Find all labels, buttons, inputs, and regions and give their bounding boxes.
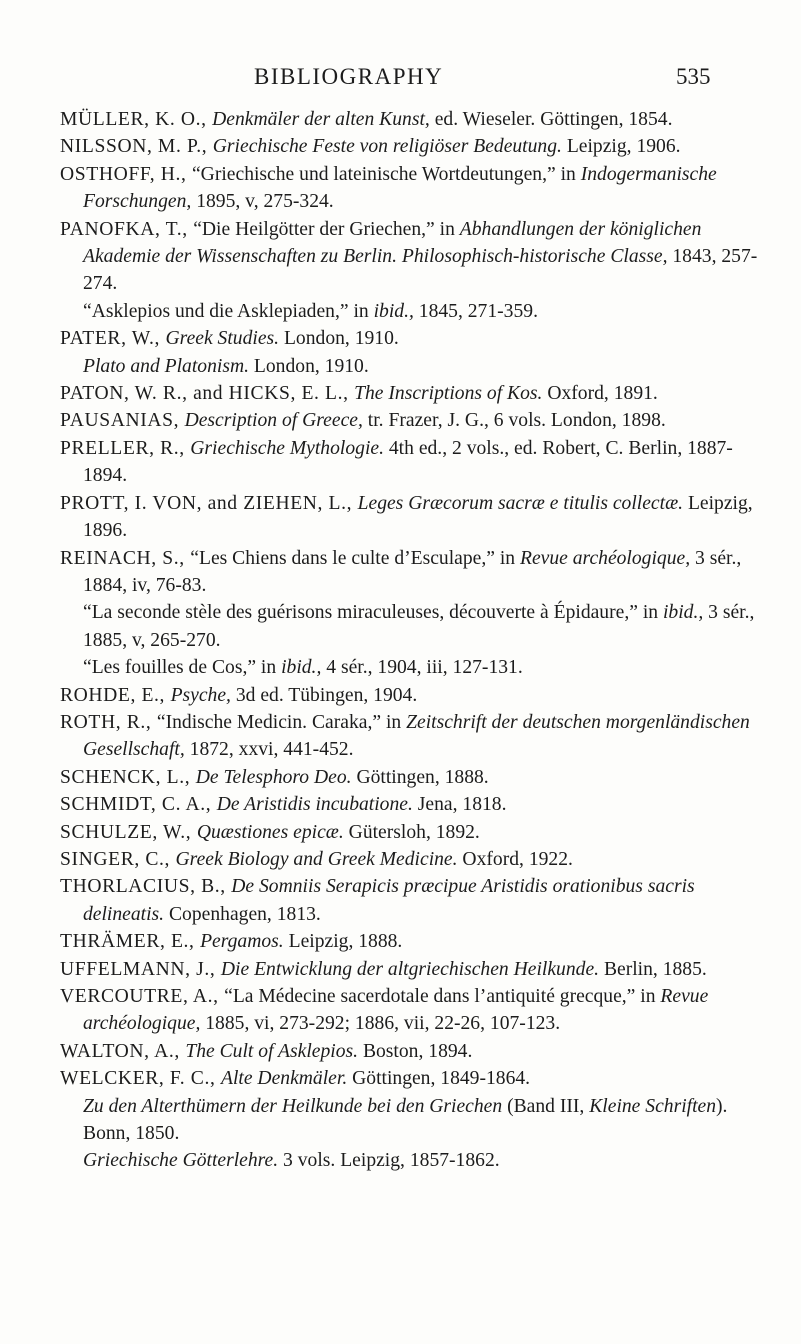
entry-title: Greek Biology and Greek Medicine. (175, 848, 458, 870)
bibliography-entry (60, 599, 776, 654)
entry-title: Revue archéologique, (83, 986, 709, 1035)
entry-title: Zu den Alterthümern der Heilkunde bei den Griechen (83, 1095, 503, 1117)
entry-author: SCHULZE, W., (60, 821, 197, 843)
running-title: BIBLIOGRAPHY (254, 64, 444, 89)
bibliography-entry (60, 654, 776, 681)
bibliography-entry (60, 873, 776, 928)
entry-author: OSTHOFF, H., (60, 163, 192, 185)
entry-text: London, 1910. (249, 355, 369, 377)
entry-title: Alte Denkmäler. (220, 1068, 348, 1090)
entry-text: Göttingen, 1888. (351, 766, 489, 788)
entry-title: De Somniis Serapicis præcipue Aristidis orationibus sacris delineatis. (83, 876, 695, 925)
entry-author: THRÄMER, E., (60, 931, 201, 953)
entry-text: 1895, v, 275-324. (191, 191, 334, 213)
entry-text: 3 sér., 1884, iv, 76-83. (83, 547, 742, 596)
entry-title: Psyche, (170, 684, 231, 706)
entry-author: WELCKER, F. C., (60, 1068, 221, 1090)
entry-text: “Indische Medicin. Caraka,” in (156, 711, 407, 733)
entry-text: “Les fouilles de Cos,” in (83, 657, 282, 679)
bibliography-entry (60, 435, 776, 490)
entry-text: Göttingen, 1849-1864. (347, 1068, 531, 1090)
bibliography-entry (60, 956, 776, 983)
entry-title: De Aristidis incubatione. (216, 794, 413, 816)
entry-text: 1885, vi, 273-292; 1886, vii, 22-26, 107-123. (200, 1013, 561, 1035)
entry-text: Oxford, 1922. (457, 848, 573, 870)
entry-title: Quæstiones epicæ. (196, 821, 344, 843)
bibliography-entry (60, 819, 776, 846)
bibliography-entry (60, 216, 776, 298)
entry-title: ibid., (281, 657, 322, 679)
bibliography-entry (60, 709, 776, 764)
entry-text: “Griechische und lateinische Wortdeutungen,” in (191, 163, 581, 185)
entry-text: Gütersloh, 1892. (343, 821, 480, 843)
entry-text: 4th ed., 2 vols., ed. Robert, C. Berlin, 1887-1894. (83, 437, 733, 487)
bibliography-entry (60, 983, 776, 1038)
entry-author: UFFELMANN, J., (60, 958, 221, 980)
entry-author: MÜLLER, K. O., (60, 109, 213, 130)
entry-text: 4 sér., 1904, iii, 127-131. (321, 657, 523, 679)
entry-text: ). Bonn, 1850. (83, 1095, 728, 1145)
bibliography-entry (60, 106, 776, 133)
entry-text: “Les Chiens dans le culte d’Esculape,” in (190, 547, 520, 569)
entry-text: Copenhagen, 1813. (164, 903, 321, 925)
entry-author: REINACH, S., (60, 547, 191, 569)
bibliography-entry (60, 353, 776, 380)
entry-text: tr. Frazer, J. G., 6 vols. London, 1898. (362, 410, 666, 432)
entry-author: VERCOUTRE, A., (60, 986, 225, 1007)
entry-title: Leges Græcorum sacræ e titulis collectæ. (357, 492, 684, 514)
entry-text: 1845, 271-359. (413, 300, 538, 322)
bibliography-list (60, 106, 776, 1175)
entry-title: Die Entwicklung der altgriechischen Heilkunde. (220, 958, 600, 980)
entry-author: SINGER, C., (60, 848, 176, 870)
entry-author: PATON, W. R., and HICKS, E. L., (60, 383, 355, 405)
entry-text: Jena, 1818. (412, 794, 507, 816)
entry-title: ibid., (662, 602, 704, 624)
entry-title: Kleine Schriften (589, 1095, 717, 1117)
entry-title: Griechische Götterlehre. (83, 1150, 279, 1172)
entry-text: Leipzig, 1888. (283, 931, 403, 953)
entry-text: Boston, 1894. (358, 1040, 473, 1062)
bibliography-entry (60, 764, 776, 791)
entry-title: ibid., (373, 300, 414, 322)
bibliography-entry (60, 791, 776, 818)
entry-author: ROTH, R., (60, 711, 157, 733)
entry-author: PROTT, I. VON, and ZIEHEN, L., (60, 492, 358, 514)
entry-text: 3 vols. Leipzig, 1857-1862. (278, 1150, 500, 1172)
bibliography-entry (60, 298, 776, 325)
entry-text: 1843, 257-274. (83, 246, 758, 295)
entry-author: THORLACIUS, B., (60, 876, 232, 898)
entry-text: “Die Heilgötter der Griechen,” in (193, 218, 460, 240)
entry-text: 3 sér., 1885, v, 265-270. (83, 602, 755, 651)
bibliography-entry (60, 846, 776, 873)
entry-title: Greek Studies. (165, 328, 280, 350)
entry-text: (Band III, (502, 1095, 590, 1117)
entry-author: WALTON, A., (60, 1040, 186, 1062)
entry-text: Oxford, 1891. (542, 383, 658, 405)
entry-author: SCHMIDT, C. A., (60, 794, 217, 816)
bibliography-entry (60, 161, 776, 216)
bibliography-entry (60, 1038, 776, 1065)
entry-author: ROHDE, E., (60, 684, 171, 706)
bibliography-entry (60, 545, 776, 600)
entry-text: “La seconde stèle des guérisons miraculeuses, découverte à Épidaure,” in (83, 602, 663, 624)
entry-text: London, 1910. (279, 328, 399, 350)
entry-text: ed. Wieseler. Göttingen, 1854. (429, 109, 673, 130)
entry-author: PAUSANIAS, (60, 410, 185, 432)
entry-text: Leipzig, 1906. (561, 136, 681, 158)
bibliography-entry (60, 133, 776, 160)
entry-title: Description of Greece, (184, 410, 363, 432)
entry-text: Berlin, 1885. (599, 958, 707, 980)
entry-title: Denkmäler der alten Kunst, (212, 109, 430, 130)
bibliography-entry (60, 1093, 776, 1148)
entry-title: The Inscriptions of Kos. (354, 383, 543, 405)
entry-title: Plato and Platonism. (83, 355, 250, 377)
entry-author: PANOFKA, T., (60, 218, 194, 240)
entry-title: De Telesphoro Deo. (195, 766, 352, 788)
entry-text: 3d ed. Tübingen, 1904. (230, 684, 418, 706)
entry-author: PATER, W., (60, 328, 166, 350)
entry-author: SCHENCK, L., (60, 766, 196, 788)
entry-text: “La Médecine sacerdotale dans l’antiquité grecque,” in (224, 986, 661, 1007)
entry-author: PRELLER, R., (60, 437, 191, 459)
entry-title: Abhandlungen der königlichen Akademie der Wissenschaften zu Berlin. Philosophisch-historische Classe, (83, 218, 702, 268)
entry-title: Pergamos. (200, 931, 284, 953)
bibliography-entry (60, 490, 776, 545)
entry-author: NILSSON, M. P., (60, 136, 213, 158)
bibliography-entry (60, 325, 776, 352)
page-header (0, 64, 801, 98)
entry-title: Indogermanische Forschungen, (83, 163, 717, 213)
entry-title: Griechische Feste von religiöser Bedeutung. (212, 136, 562, 158)
bibliography-entry (60, 1147, 776, 1174)
bibliography-entry (60, 682, 776, 709)
entry-text: “Asklepios und die Asklepiaden,” in (83, 300, 374, 322)
entry-title: Griechische Mythologie. (190, 437, 384, 459)
bibliography-entry (60, 407, 776, 434)
entry-title: Zeitschrift der deutschen morgenländischen Gesellschaft, (83, 711, 750, 761)
entry-title: The Cult of Asklepios. (185, 1040, 359, 1062)
bibliography-entry (60, 380, 776, 407)
entry-title: Revue archéologique, (520, 547, 691, 569)
bibliography-entry (60, 1065, 776, 1092)
entry-text: 1872, xxvi, 441-452. (184, 739, 354, 761)
bibliography-entry (60, 928, 776, 955)
entry-text: Leipzig, 1896. (83, 492, 753, 542)
page-number: 535 (676, 64, 711, 89)
